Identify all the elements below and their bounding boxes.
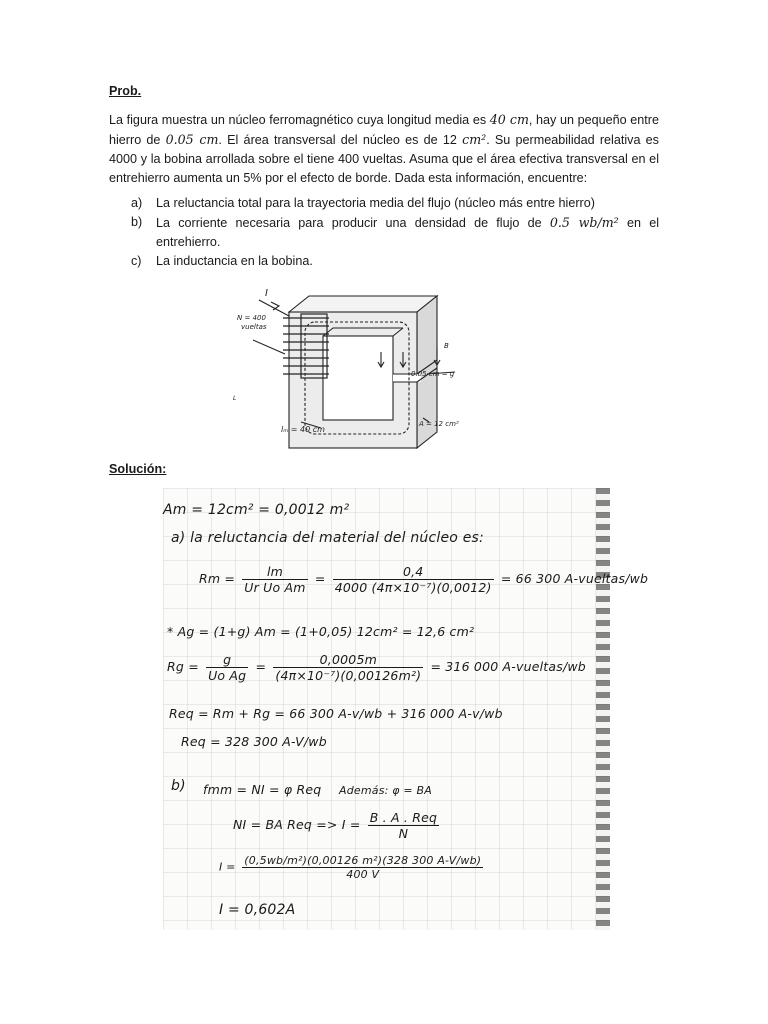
current-substitution-line: I = $\frac{\text{(0,5wb/m²)(0,00126 m²)(328 300 A-V/wb)}}{400 V}$ (219, 854, 482, 881)
scan-edge (596, 488, 610, 930)
problem-section (109, 82, 659, 271)
small-mark: L (233, 395, 237, 402)
gap-area-line: * Ag = (1+g) Am = (1+0,05) 12cm² = 12,6 cm² (167, 624, 475, 639)
total-reluctance-result: Req = 328 300 A-V/wb (181, 734, 327, 749)
core-reluctance-line: Rm = $\frac{lm}{\text{Ur Uo Am}}$ = $\frac{0,4}{\text{4000 (4π×10⁻⁷)(0,0012)}}$ = 66 300 A-vueltas/wb (199, 564, 649, 595)
turns-label: N = 400 (237, 314, 266, 322)
problem-statement: La figura muestra un núcleo ferromagnético cuya longitud media es 40 cm, hay un pequeño entre hierro de 0.05 cm. El área transversal del núcleo es de 12 cm². Su permeabilidad relativa es 4000 y la bobina arrollada sobre el tiene 400 vueltas. Asuma que el área efectiva transversal en el entrehierro aumenta un 5% por el efecto de borde. Dada esta información, encuentre: (109, 112, 659, 185)
length-label: lₘ = 40 cm (281, 425, 325, 434)
flux-density-label: B (444, 342, 449, 350)
current-label: I (265, 288, 268, 299)
question-item-b: b) La corriente necesaria para producir una densidad de flujo de 0.5 wb/m² en el entrehierro. (131, 215, 660, 249)
question-item-a: a) La reluctancia total para la trayectoria media del flujo (núcleo más entre hierro) (131, 196, 595, 210)
turns-label-units: vueltas (241, 323, 267, 331)
total-reluctance-sum: Req = Rm + Rg = 66 300 A-v/wb + 316 000 A-v/wb (169, 706, 503, 721)
area-label: A = 12 cm² (419, 420, 459, 428)
gap-reluctance-line: Rg = $\frac{g}{\text{Uo Ag}}$ = $\frac{0,0005m}{\text{(4π×10⁻⁷)(0,00126m²)}}$ = 316 000 A-vueltas/wb (167, 652, 586, 683)
solution-heading: Solución: (109, 462, 167, 476)
problem-heading: Prob. (109, 84, 142, 98)
handwritten-solution (163, 488, 649, 930)
core-diagram (231, 282, 459, 454)
flux-note: Además: φ = BA (339, 784, 433, 797)
current-formula-line: NI = BA Req => I = $\frac{\text{B . A . Req}}{N}$ (233, 810, 438, 841)
mmf-line: fmm = NI = φ Req (203, 782, 322, 797)
question-list (109, 194, 659, 271)
gap-label: 0.05 cm = g (411, 370, 455, 378)
question-item-c: c) La inductancia en la bobina. (131, 254, 313, 268)
area-core-line: Am = 12cm² = 0,0012 m² (163, 502, 350, 518)
current-result: I = 0,602A (219, 902, 296, 918)
part-a-title: a) la reluctancia del material del núcleo es: (171, 530, 484, 546)
part-b-label: b) (171, 778, 186, 794)
